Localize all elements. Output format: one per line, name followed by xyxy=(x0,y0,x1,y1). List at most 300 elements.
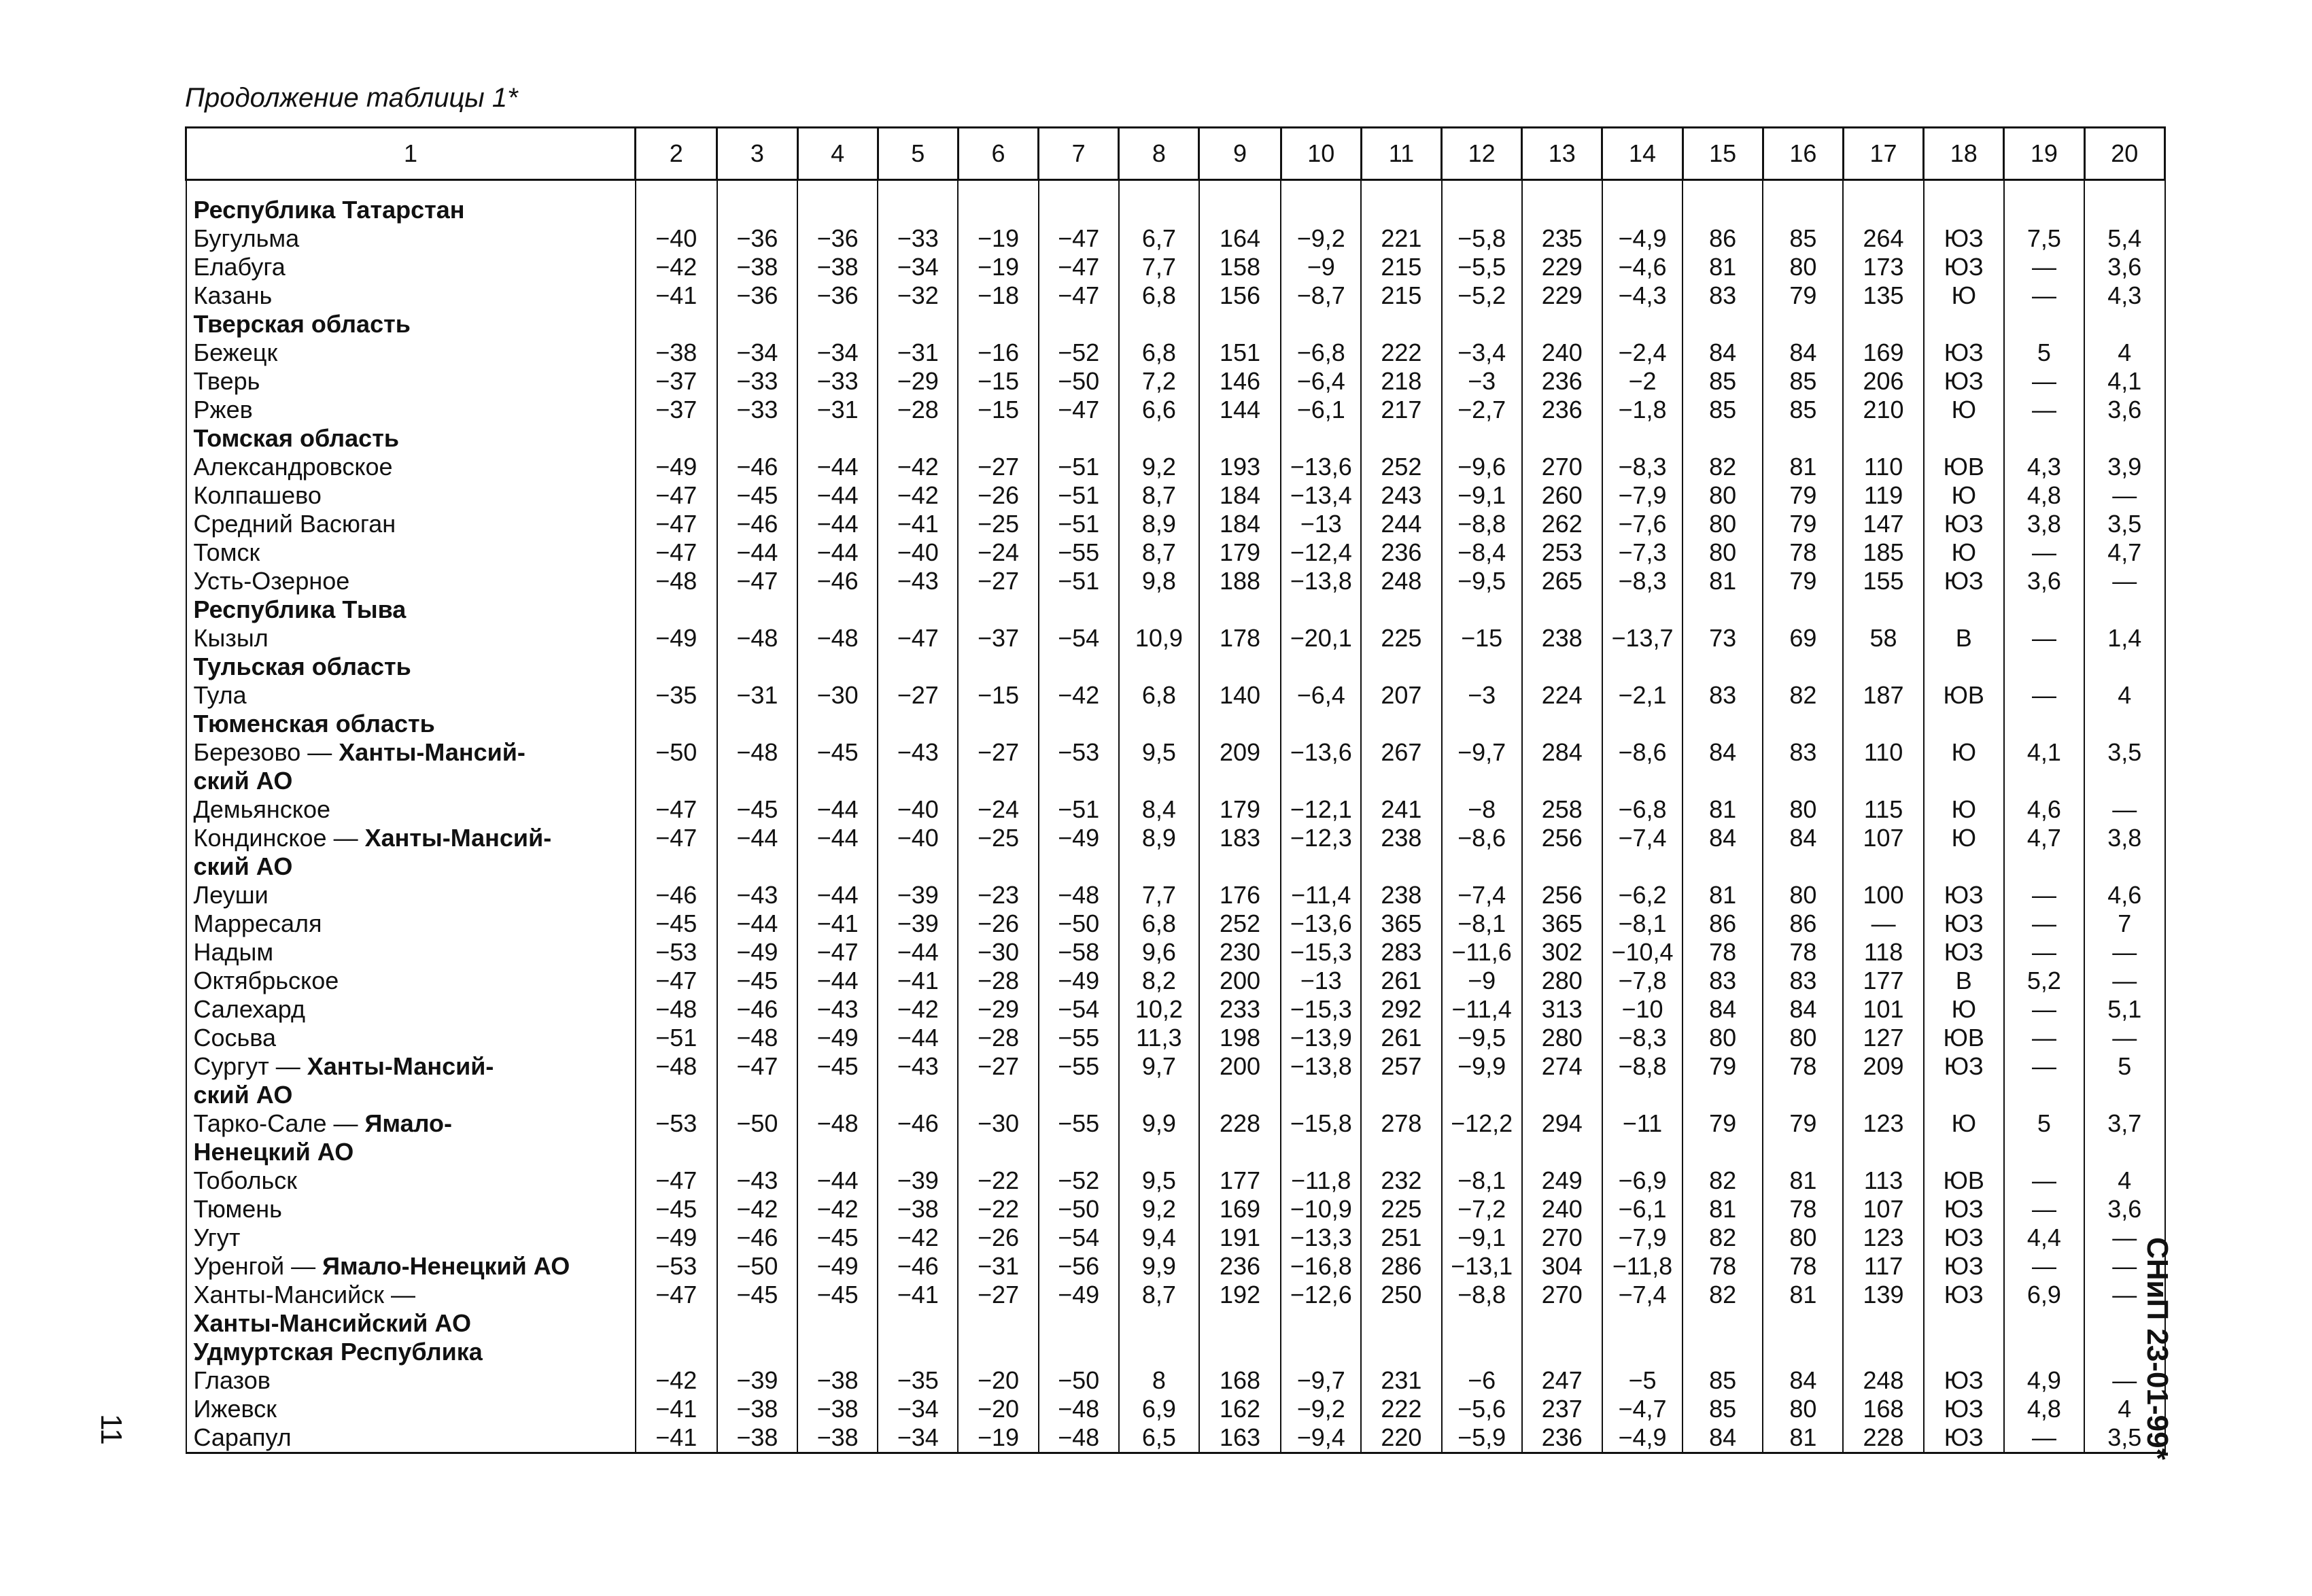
table-cell xyxy=(878,710,958,738)
table-cell xyxy=(717,653,797,681)
table-cell: 248 xyxy=(1843,1366,1923,1395)
table-cell xyxy=(1442,1338,1522,1366)
table-cell: 9,4 xyxy=(1119,1224,1199,1252)
table-cell: −50 xyxy=(717,1252,797,1281)
table-cell: −48 xyxy=(717,624,797,653)
table-cell: 233 xyxy=(1199,995,1281,1024)
station-name: Бежецк xyxy=(186,339,636,367)
station-name: Тобольск xyxy=(186,1166,636,1195)
table-cell: 253 xyxy=(1522,538,1602,567)
table-cell: −27 xyxy=(958,453,1038,481)
table-cell: −3 xyxy=(1442,681,1522,710)
table-cell: 4,1 xyxy=(2084,367,2164,396)
table-cell: −42 xyxy=(636,253,717,281)
table-cell xyxy=(878,852,958,881)
table-cell: 11,3 xyxy=(1119,1024,1199,1052)
table-cell xyxy=(1199,1081,1281,1109)
table-cell: −6,4 xyxy=(1281,681,1361,710)
table-cell: 218 xyxy=(1361,367,1441,396)
table-cell: 110 xyxy=(1843,453,1923,481)
station-name: Республика Татарстан xyxy=(186,180,636,225)
table-cell: 83 xyxy=(1683,281,1763,310)
table-cell xyxy=(1119,595,1199,624)
table-cell: −47 xyxy=(636,1281,717,1309)
table-cell xyxy=(1843,310,1923,339)
table-cell: В xyxy=(1924,967,2004,995)
table-cell: −47 xyxy=(636,1166,717,1195)
table-cell xyxy=(958,595,1038,624)
table-cell: ЮЗ xyxy=(1924,367,2004,396)
station-name: Ржев xyxy=(186,396,636,424)
table-cell: 6,7 xyxy=(1119,224,1199,253)
table-cell xyxy=(1119,852,1199,881)
table-cell: 117 xyxy=(1843,1252,1923,1281)
column-header: 4 xyxy=(797,128,878,180)
table-row xyxy=(186,1195,2165,1224)
table-row xyxy=(186,1423,2165,1453)
table-cell: −12,1 xyxy=(1281,795,1361,824)
table-cell xyxy=(1843,1138,1923,1166)
table-cell xyxy=(958,1081,1038,1109)
table-cell: 100 xyxy=(1843,881,1923,909)
table-cell xyxy=(1361,852,1441,881)
table-cell: 85 xyxy=(1763,396,1843,424)
table-cell: −9,5 xyxy=(1442,567,1522,595)
table-cell: 178 xyxy=(1199,624,1281,653)
table-cell xyxy=(2004,852,2084,881)
table-cell xyxy=(878,424,958,453)
table-cell: 110 xyxy=(1843,738,1923,767)
table-cell: 164 xyxy=(1199,224,1281,253)
table-cell xyxy=(1924,1338,2004,1366)
station-name: Елабуга xyxy=(186,253,636,281)
table-cell: −28 xyxy=(878,396,958,424)
table-cell: 270 xyxy=(1522,1224,1602,1252)
table-cell: 8,7 xyxy=(1119,481,1199,510)
table-cell: −16 xyxy=(958,339,1038,367)
table-cell xyxy=(2084,710,2164,738)
table-cell: −41 xyxy=(636,281,717,310)
table-cell: 220 xyxy=(1361,1423,1441,1453)
table-cell: −41 xyxy=(636,1395,717,1423)
table-cell xyxy=(958,852,1038,881)
table-cell: 258 xyxy=(1522,795,1602,824)
table-cell: 79 xyxy=(1683,1052,1763,1081)
table-cell: −48 xyxy=(636,567,717,595)
table-cell xyxy=(1843,1338,1923,1366)
table-cell xyxy=(1602,767,1683,795)
table-cell xyxy=(717,595,797,624)
table-cell xyxy=(1924,1081,2004,1109)
table-cell: −6,9 xyxy=(1602,1166,1683,1195)
table-cell: 5 xyxy=(2084,1052,2164,1081)
table-cell: −8,8 xyxy=(1442,510,1522,538)
station-name: Тверская область xyxy=(186,310,636,339)
table-cell: −13,8 xyxy=(1281,1052,1361,1081)
table-cell: 8,2 xyxy=(1119,967,1199,995)
table-cell xyxy=(797,1081,878,1109)
table-cell: −29 xyxy=(958,995,1038,1024)
table-cell: 85 xyxy=(1683,1395,1763,1423)
table-cell: −12,2 xyxy=(1442,1109,1522,1138)
table-cell: −45 xyxy=(797,1224,878,1252)
table-cell: −47 xyxy=(636,510,717,538)
column-header: 6 xyxy=(958,128,1038,180)
table-cell: −43 xyxy=(717,881,797,909)
table-cell: −8,8 xyxy=(1602,1052,1683,1081)
table-cell: −36 xyxy=(717,224,797,253)
table-cell xyxy=(717,1309,797,1338)
table-cell: −33 xyxy=(878,224,958,253)
table-cell: 9,8 xyxy=(1119,567,1199,595)
table-row xyxy=(186,224,2165,253)
table-cell xyxy=(1924,424,2004,453)
table-cell: −22 xyxy=(958,1195,1038,1224)
column-header: 14 xyxy=(1602,128,1683,180)
table-cell xyxy=(2084,310,2164,339)
table-cell: −35 xyxy=(636,681,717,710)
table-cell: −11,8 xyxy=(1602,1252,1683,1281)
table-cell: −44 xyxy=(797,538,878,567)
table-cell: −4,9 xyxy=(1602,1423,1683,1453)
table-cell xyxy=(1683,1081,1763,1109)
table-cell: 84 xyxy=(1683,995,1763,1024)
table-cell: 79 xyxy=(1763,1109,1843,1138)
table-cell: −4,7 xyxy=(1602,1395,1683,1423)
table-cell xyxy=(1199,310,1281,339)
table-cell: 127 xyxy=(1843,1024,1923,1052)
table-cell: −20,1 xyxy=(1281,624,1361,653)
table-cell: −15 xyxy=(1442,624,1522,653)
table-cell: 284 xyxy=(1522,738,1602,767)
table-cell xyxy=(1199,1338,1281,1366)
table-cell: 292 xyxy=(1361,995,1441,1024)
table-cell: 162 xyxy=(1199,1395,1281,1423)
table-cell: −47 xyxy=(1039,253,1119,281)
table-cell: 158 xyxy=(1199,253,1281,281)
table-cell: −11,6 xyxy=(1442,938,1522,967)
table-cell: −8,8 xyxy=(1442,1281,1522,1309)
table-cell: −48 xyxy=(1039,881,1119,909)
table-cell: 187 xyxy=(1843,681,1923,710)
table-cell xyxy=(878,653,958,681)
table-cell xyxy=(1039,1338,1119,1366)
table-cell xyxy=(1522,710,1602,738)
column-header: 11 xyxy=(1361,128,1441,180)
table-cell xyxy=(636,1309,717,1338)
table-cell: −38 xyxy=(717,1395,797,1423)
table-cell: 237 xyxy=(1522,1395,1602,1423)
table-cell: 4,6 xyxy=(2084,881,2164,909)
table-cell: −45 xyxy=(797,1281,878,1309)
table-cell: −49 xyxy=(717,938,797,967)
table-cell xyxy=(878,1309,958,1338)
table-cell: −22 xyxy=(958,1166,1038,1195)
table-cell: 80 xyxy=(1683,538,1763,567)
table-cell: −44 xyxy=(797,967,878,995)
table-cell: −34 xyxy=(878,1395,958,1423)
table-cell: 81 xyxy=(1683,795,1763,824)
table-cell: 7,7 xyxy=(1119,253,1199,281)
table-cell: 260 xyxy=(1522,481,1602,510)
table-caption: Продолжение таблицы 1* xyxy=(185,83,518,113)
table-cell: 69 xyxy=(1763,624,1843,653)
table-cell: −48 xyxy=(797,624,878,653)
table-cell: ЮЗ xyxy=(1924,339,2004,367)
table-cell xyxy=(1602,1081,1683,1109)
table-cell: −46 xyxy=(717,510,797,538)
table-cell: −56 xyxy=(1039,1252,1119,1281)
table-cell: −11,4 xyxy=(1281,881,1361,909)
table-row xyxy=(186,995,2165,1024)
table-cell xyxy=(2004,310,2084,339)
table-cell xyxy=(797,767,878,795)
table-cell: 228 xyxy=(1843,1423,1923,1453)
table-cell: −15,8 xyxy=(1281,1109,1361,1138)
table-cell: −44 xyxy=(878,938,958,967)
table-cell: −47 xyxy=(1039,281,1119,310)
table-cell xyxy=(717,1338,797,1366)
table-cell: 81 xyxy=(1683,567,1763,595)
table-cell: 188 xyxy=(1199,567,1281,595)
station-name: Кызыл xyxy=(186,624,636,653)
table-cell: 78 xyxy=(1763,1252,1843,1281)
table-cell xyxy=(1361,310,1441,339)
table-cell: −12,3 xyxy=(1281,824,1361,852)
table-cell: 147 xyxy=(1843,510,1923,538)
table-cell: −8,1 xyxy=(1442,1166,1522,1195)
table-cell: −40 xyxy=(878,538,958,567)
column-header: 12 xyxy=(1442,128,1522,180)
table-cell xyxy=(2084,595,2164,624)
table-cell: 250 xyxy=(1361,1281,1441,1309)
table-cell xyxy=(1442,852,1522,881)
table-cell xyxy=(1281,852,1361,881)
table-cell: ЮЗ xyxy=(1924,1423,2004,1453)
table-row xyxy=(186,567,2165,595)
table-cell: Ю xyxy=(1924,481,2004,510)
table-cell: −50 xyxy=(1039,1366,1119,1395)
table-cell xyxy=(636,595,717,624)
table-cell xyxy=(1199,424,1281,453)
table-cell: 179 xyxy=(1199,538,1281,567)
table-cell: −49 xyxy=(636,624,717,653)
table-cell xyxy=(1924,1309,2004,1338)
column-header: 8 xyxy=(1119,128,1199,180)
group-row xyxy=(186,653,2165,681)
table-cell: −9,5 xyxy=(1442,1024,1522,1052)
table-cell: −43 xyxy=(878,738,958,767)
table-cell: −9,2 xyxy=(1281,1395,1361,1423)
station-name: Тульская область xyxy=(186,653,636,681)
table-cell: −30 xyxy=(797,681,878,710)
table-cell: 265 xyxy=(1522,567,1602,595)
table-cell: 304 xyxy=(1522,1252,1602,1281)
table-cell: −44 xyxy=(797,453,878,481)
table-row xyxy=(186,538,2165,567)
table-cell: −27 xyxy=(958,1281,1038,1309)
table-cell: — xyxy=(2084,938,2164,967)
table-row xyxy=(186,767,2165,795)
table-cell xyxy=(1281,1138,1361,1166)
table-cell xyxy=(1602,852,1683,881)
table-row xyxy=(186,938,2165,967)
table-cell: 146 xyxy=(1199,367,1281,396)
table-cell: −55 xyxy=(1039,1024,1119,1052)
table-cell: 84 xyxy=(1763,995,1843,1024)
table-cell: 79 xyxy=(1683,1109,1763,1138)
table-cell xyxy=(1039,653,1119,681)
table-cell: 6,5 xyxy=(1119,1423,1199,1453)
table-cell: 118 xyxy=(1843,938,1923,967)
table-cell xyxy=(1039,767,1119,795)
table-cell xyxy=(958,180,1038,225)
table-cell xyxy=(1763,595,1843,624)
table-cell: 80 xyxy=(1763,1395,1843,1423)
table-cell: −44 xyxy=(797,1166,878,1195)
table-cell: −46 xyxy=(636,881,717,909)
table-cell: 79 xyxy=(1763,281,1843,310)
table-row xyxy=(186,253,2165,281)
table-cell xyxy=(1039,595,1119,624)
table-cell xyxy=(1763,653,1843,681)
table-cell: Ю xyxy=(1924,1109,2004,1138)
table-cell: −31 xyxy=(878,339,958,367)
table-cell xyxy=(1361,1138,1441,1166)
table-row xyxy=(186,1224,2165,1252)
table-cell xyxy=(1442,310,1522,339)
table-cell: −8 xyxy=(1442,795,1522,824)
table-cell xyxy=(1281,710,1361,738)
table-cell xyxy=(1602,653,1683,681)
table-cell: −48 xyxy=(636,995,717,1024)
table-cell: 267 xyxy=(1361,738,1441,767)
table-cell: ЮВ xyxy=(1924,1024,2004,1052)
table-cell xyxy=(878,767,958,795)
table-cell: −13,6 xyxy=(1281,453,1361,481)
table-cell: 193 xyxy=(1199,453,1281,481)
table-cell xyxy=(1924,1138,2004,1166)
station-name: Республика Тыва xyxy=(186,595,636,624)
table-cell: −4,3 xyxy=(1602,281,1683,310)
table-cell xyxy=(1924,595,2004,624)
table-cell xyxy=(958,653,1038,681)
table-cell xyxy=(1199,710,1281,738)
table-cell xyxy=(1199,852,1281,881)
table-cell: −12,4 xyxy=(1281,538,1361,567)
table-cell: −10,4 xyxy=(1602,938,1683,967)
table-cell: — xyxy=(2084,1024,2164,1052)
table-cell: 3,6 xyxy=(2004,567,2084,595)
table-cell: −18 xyxy=(958,281,1038,310)
table-cell: −43 xyxy=(878,1052,958,1081)
table-cell: ЮЗ xyxy=(1924,1366,2004,1395)
table-cell xyxy=(797,710,878,738)
table-cell: 78 xyxy=(1683,938,1763,967)
table-cell xyxy=(1522,1338,1602,1366)
table-cell: 6,8 xyxy=(1119,281,1199,310)
table-cell: −41 xyxy=(636,1423,717,1453)
table-cell: 7 xyxy=(2084,909,2164,938)
table-cell: — xyxy=(2084,1281,2164,1309)
table-cell: 86 xyxy=(1683,909,1763,938)
table-cell xyxy=(2084,1081,2164,1109)
table-cell: −45 xyxy=(636,909,717,938)
table-cell: −25 xyxy=(958,824,1038,852)
table-cell xyxy=(878,180,958,225)
table-cell xyxy=(1763,767,1843,795)
table-cell: −3 xyxy=(1442,367,1522,396)
station-name: Леуши xyxy=(186,881,636,909)
table-cell: −27 xyxy=(958,567,1038,595)
table-cell: Ю xyxy=(1924,738,2004,767)
table-cell: 270 xyxy=(1522,1281,1602,1309)
table-cell: −7,9 xyxy=(1602,1224,1683,1252)
table-cell xyxy=(1602,180,1683,225)
table-cell xyxy=(1442,424,1522,453)
table-cell: −20 xyxy=(958,1366,1038,1395)
table-cell: −42 xyxy=(636,1366,717,1395)
table-cell xyxy=(878,595,958,624)
table-cell: 80 xyxy=(1683,1024,1763,1052)
table-cell xyxy=(1763,710,1843,738)
table-cell: −7,2 xyxy=(1442,1195,1522,1224)
station-name: Глазов xyxy=(186,1366,636,1395)
table-cell: −34 xyxy=(717,339,797,367)
table-cell: −13,1 xyxy=(1442,1252,1522,1281)
table-cell: 135 xyxy=(1843,281,1923,310)
table-cell xyxy=(1442,1309,1522,1338)
table-cell xyxy=(878,1081,958,1109)
table-cell: −13,7 xyxy=(1602,624,1683,653)
table-cell: −44 xyxy=(797,881,878,909)
station-name: Тюмень xyxy=(186,1195,636,1224)
table-cell: 81 xyxy=(1763,1166,1843,1195)
table-cell: −2,7 xyxy=(1442,396,1522,424)
table-cell: 83 xyxy=(1683,681,1763,710)
table-cell: 210 xyxy=(1843,396,1923,424)
table-cell: 4,3 xyxy=(2004,453,2084,481)
station-name: Средний Васюган xyxy=(186,510,636,538)
table-cell: 9,7 xyxy=(1119,1052,1199,1081)
table-row xyxy=(186,1052,2165,1081)
table-cell xyxy=(1763,1338,1843,1366)
station-name: Удмуртская Республика xyxy=(186,1338,636,1366)
table-cell: 83 xyxy=(1763,967,1843,995)
table-cell: 82 xyxy=(1763,681,1843,710)
table-cell xyxy=(717,767,797,795)
table-cell: −36 xyxy=(717,281,797,310)
table-cell: 107 xyxy=(1843,824,1923,852)
table-cell xyxy=(1039,852,1119,881)
table-cell: −45 xyxy=(717,967,797,995)
table-cell xyxy=(1361,180,1441,225)
table-cell: 252 xyxy=(1199,909,1281,938)
table-cell: 9,5 xyxy=(1119,1166,1199,1195)
table-cell xyxy=(1199,595,1281,624)
table-cell: −28 xyxy=(958,967,1038,995)
table-cell xyxy=(878,1338,958,1366)
table-cell xyxy=(636,310,717,339)
table-cell: ЮЗ xyxy=(1924,881,2004,909)
table-cell: 209 xyxy=(1843,1052,1923,1081)
table-cell xyxy=(717,852,797,881)
table-cell: −46 xyxy=(717,453,797,481)
table-cell: −47 xyxy=(717,567,797,595)
table-cell: 215 xyxy=(1361,253,1441,281)
table-cell xyxy=(1924,310,2004,339)
table-row xyxy=(186,1366,2165,1395)
